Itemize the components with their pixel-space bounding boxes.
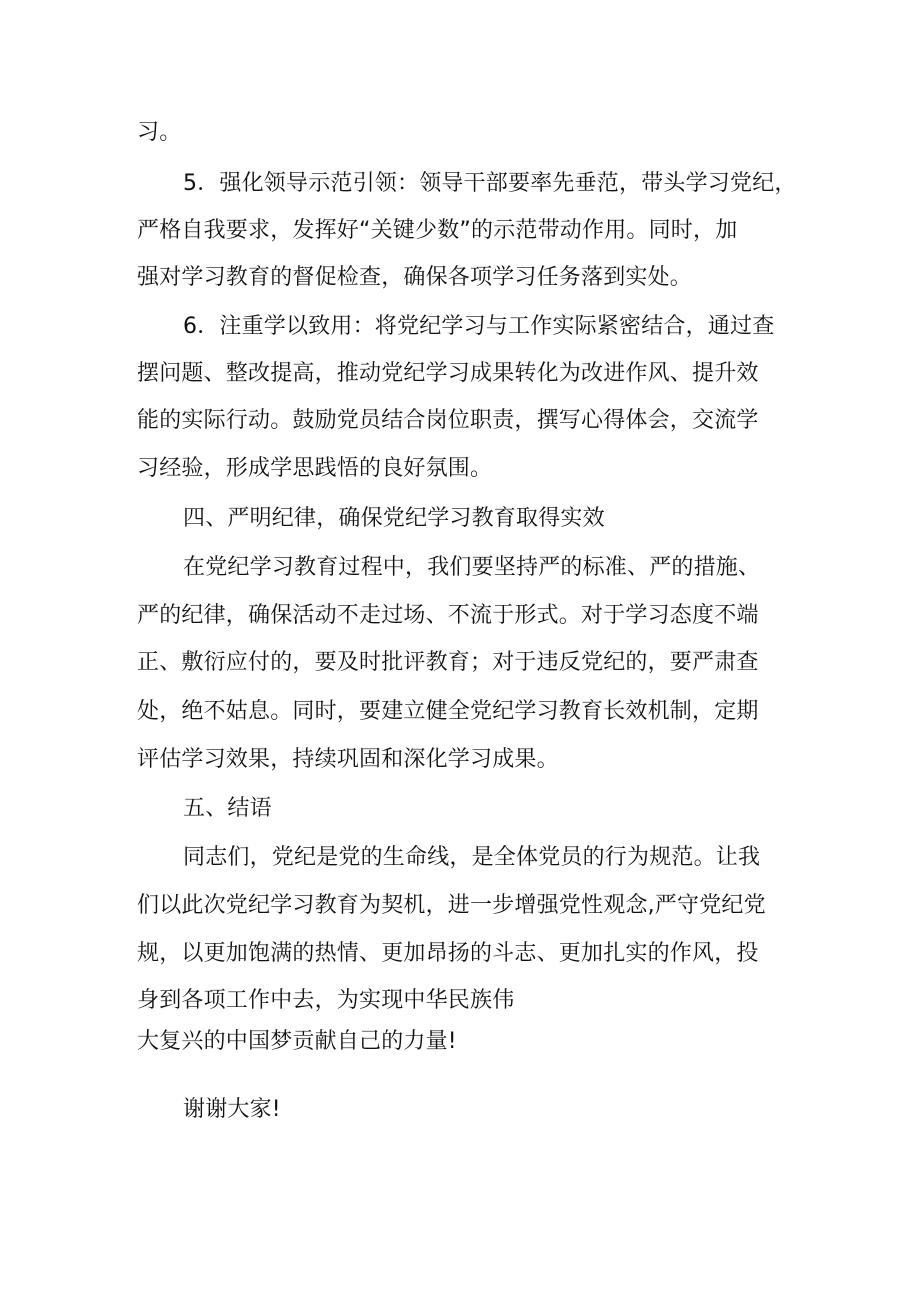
paragraph-line: 严格自我要求，发挥好“关键少数”的示范带动作用。同时，加 [137,218,738,243]
paragraph-line: 习经验，形成学思践悟的良好氛围。 [137,456,493,481]
paragraph-line: 们以此次党纪学习教育为契机，进一步增强党性观念,严守党纪党 [137,893,766,918]
closing-line: 谢谢大家! [183,1097,281,1122]
paragraph-line: 习。 [137,120,182,145]
paragraph-line: 摆问题、整改提高，推动党纪学习成果转化为改进作风、提升效 [137,361,759,386]
paragraph-line: 处，绝不姑息。同时，要建立健全党纪学习教育长效机制，定期 [137,699,759,724]
paragraph-line: 大复兴的中国梦贡献自己的力量! [137,1029,457,1054]
section-heading: 四、严明纪律，确保党纪学习教育取得实效 [183,506,605,531]
paragraph-line: 严的纪律，确保活动不走过场、不流于形式。对于学习态度不端 [137,603,759,628]
paragraph-line: 6．注重学以致用：将党纪学习与工作实际紧密结合，通过查 [183,314,775,339]
paragraph-line: 身到各项工作中去，为实现中华民族伟 [137,988,515,1013]
paragraph-line: 强对学习教育的督促检查，确保各项学习任务落到实处。 [137,265,693,290]
paragraph-line: 5．强化领导示范引领：领导干部要率先垂范，带头学习党纪， [183,171,797,196]
paragraph-line: 正、敷衍应付的，要及时批评教育；对于违反党纪的，要严肃查 [137,650,759,675]
paragraph-line: 在党纪学习教育过程中，我们要坚持严的标准、严的措施、 [183,555,761,580]
section-heading: 五、结语 [183,796,272,821]
paragraph-line: 规，以更加饱满的热情、更加昂扬的斗志、更加扎实的作风，投 [137,941,759,966]
paragraph-line: 能的实际行动。鼓励党员结合岗位职责，撰写心得体会，交流学 [137,408,759,433]
paragraph-line: 评估学习效果，持续巩固和深化学习成果。 [137,747,559,772]
paragraph-line: 同志们，党纪是党的生命线，是全体党员的行为规范。让我 [183,845,761,870]
